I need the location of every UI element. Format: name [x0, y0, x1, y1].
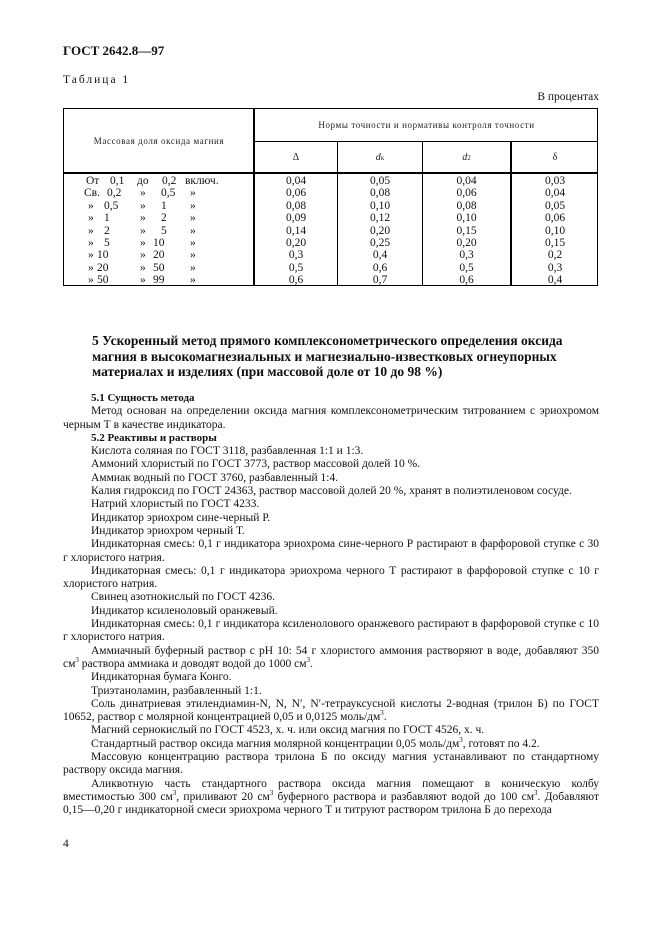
- reagent-item: Калия гидроксид по ГОСТ 24363, раствор массовой долей 20 %, хранят в полиэтиленовом сосуде.: [91, 485, 572, 498]
- range-suffix: »: [190, 187, 196, 200]
- reagent-item: Индикатор эриохром черный Т.: [91, 524, 245, 537]
- document-id: ГОСТ 2642.8—97: [63, 43, 165, 58]
- d2-column: [423, 175, 510, 287]
- range-prefix: »: [88, 212, 94, 225]
- range-to: 5: [161, 224, 167, 237]
- table-row: [64, 175, 254, 187]
- cell-dk: 0,25: [369, 236, 391, 249]
- table-row: [64, 200, 254, 212]
- range-to: 0,2: [162, 175, 177, 187]
- cell-d2: 0,04: [456, 175, 477, 187]
- text-fragment: буферного раствора и разбавляют водой до 100 см: [273, 790, 534, 803]
- text-fragment: Аликвотную часть стандартного раствора оксида магния помещают в коническую колбу вместимостью 300 см: [63, 777, 599, 803]
- table-row: [64, 212, 254, 224]
- cell-delta: 0,6: [288, 274, 304, 287]
- text-fragment: Аммиачный буферный раствор с pH 10: 54 г хлористого аммония растворяют в воде, добавляют 350 см: [63, 644, 599, 670]
- header-small-delta: [512, 142, 598, 173]
- cell-small-delta: 0,10: [544, 224, 566, 237]
- cell-small-delta: 0,06: [544, 212, 566, 225]
- range-mid: »: [140, 187, 146, 200]
- page-number: 4: [63, 838, 69, 850]
- range-from: 50: [97, 274, 109, 287]
- range-suffix: »: [190, 212, 196, 225]
- delta-column: [255, 175, 337, 287]
- range-mid: »: [140, 212, 146, 225]
- superscript: 3: [75, 656, 79, 665]
- range-mid: »: [140, 224, 146, 237]
- mass-concentration-paragraph: Массовую концентрацию раствора трилона Б по оксиду магния устанавливают по стандартному раствору оксида магния.: [63, 751, 599, 777]
- header-mass-fraction: Массовая доля оксида магния: [93, 136, 225, 146]
- small-delta-symbol: δ: [552, 152, 558, 163]
- delta-symbol: Δ: [292, 152, 300, 163]
- reagent-item: Индикаторная бумага Конго.: [91, 671, 232, 684]
- range-from: 1: [104, 212, 110, 225]
- reagent-item: Аммоний хлористый по ГОСТ 3773, раствор массовой долей 10 %.: [91, 458, 421, 471]
- superscript: 3: [459, 735, 463, 744]
- section-5-1-text: Метод основан на определении оксида магния комплексонометрическим титрованием с эриохромом черным Т в качестве индикатора.: [63, 405, 599, 431]
- superscript: 3: [172, 789, 177, 798]
- cell-delta: 0,08: [285, 199, 307, 212]
- range-to: 0,5: [161, 187, 176, 200]
- text-fragment: .: [383, 711, 387, 724]
- range-mid: »: [140, 199, 146, 212]
- range-prefix: »: [88, 199, 94, 212]
- cell-d2: 0,08: [456, 199, 477, 212]
- cell-small-delta: 0,04: [544, 187, 566, 200]
- text-fragment: , приливают 20 см: [176, 790, 270, 803]
- range-from: 10: [97, 249, 109, 262]
- cell-dk: 0,05: [369, 175, 391, 187]
- text-fragment: . Добавляют 0,15—0,20 г индикаторной смеси эриохрома черного Т и титруют раствором трилона Б до перехода: [63, 790, 599, 817]
- cell-delta: 0,09: [285, 212, 307, 225]
- cell-d2: 0,5: [459, 261, 474, 274]
- standard-solution-paragraph: [63, 735, 599, 751]
- range-prefix: »: [88, 224, 94, 237]
- range-suffix: »: [190, 261, 196, 274]
- range-suffix: »: [190, 249, 196, 262]
- superscript: 3: [269, 789, 274, 798]
- cell-delta: 0,14: [285, 224, 307, 237]
- range-mid: »: [140, 274, 146, 287]
- trilon-paragraph: [63, 698, 599, 725]
- cell-delta: 0,06: [285, 187, 307, 200]
- cell-small-delta: 0,3: [547, 261, 563, 274]
- section-5-body: [63, 392, 599, 818]
- range-from: 20: [97, 261, 109, 274]
- cell-dk: 0,12: [369, 212, 391, 225]
- range-suffix: »: [190, 236, 196, 249]
- range-prefix: »: [88, 236, 94, 249]
- cell-dk: 0,4: [372, 249, 388, 262]
- range-suffix: включ.: [185, 175, 219, 187]
- table-row: [64, 274, 254, 286]
- section-5-title: 5 Ускоренный метод прямого комплексонометрического определения оксида магния в высокомагнезиальных и магнезиально-известковых огнеупорных материалах и изделиях (при массовой доле от 10 до 98 %): [92, 333, 563, 379]
- cell-small-delta: 0,03: [544, 175, 566, 187]
- text-fragment: , готовят по 4.2.: [462, 737, 540, 750]
- range-prefix: »: [88, 261, 94, 274]
- range-mid: »: [140, 249, 146, 262]
- cell-small-delta: 0,15: [544, 236, 566, 249]
- cell-dk: 0,6: [372, 261, 388, 274]
- range-from: 0,2: [107, 187, 122, 200]
- accuracy-table: [63, 108, 598, 286]
- small-delta-column: [512, 175, 598, 287]
- buffer-solution-paragraph: [63, 645, 599, 672]
- table-units: В процентах: [537, 91, 599, 103]
- table-row: [64, 237, 254, 249]
- range-to: 50: [153, 261, 165, 274]
- header-accuracy-norms: Нормы точности и нормативы контроля точности: [318, 120, 535, 130]
- range-to: 1: [161, 199, 167, 212]
- cell-d2: 0,6: [459, 274, 474, 287]
- header-delta: [255, 142, 337, 173]
- cell-small-delta: 0,05: [544, 199, 566, 212]
- reagent-item: Индикатор эриохром сине-черный Р.: [91, 511, 271, 524]
- range-from: 0,5: [104, 199, 119, 212]
- reagent-item: Триэтаноламин, разбавленный 1:1.: [91, 684, 262, 697]
- text-fragment: .: [309, 657, 313, 670]
- table-row: [64, 249, 254, 261]
- cell-d2: 0,15: [456, 224, 477, 237]
- dk-symbol: d: [375, 152, 381, 163]
- reagent-item: Индикаторная смесь: 0,1 г индикатора ксиленолового оранжевого растирают в фарфоровой ступке с 10 г хлористого натрия.: [63, 618, 599, 644]
- text-fragment: Соль динатриевая этилендиамин-N, N, N′, N′-тетрауксусной кислоты 2-водная (трилон Б) по ГОСТ 10652, раствор с молярной концентрацией 0,05 и 0,0125 моль/дм: [63, 697, 599, 724]
- cell-small-delta: 0,2: [547, 249, 563, 262]
- range-to: 20: [153, 249, 165, 262]
- dk-subscript: к: [380, 153, 385, 162]
- text-fragment: раствора аммиака и доводят водой до 1000 см: [78, 657, 307, 670]
- text-fragment: Стандартный раствор оксида магния молярной концентрации 0,05 моль/дм: [91, 737, 460, 750]
- cell-delta: 0,04: [285, 175, 307, 187]
- range-suffix: »: [190, 224, 196, 237]
- reagent-item: Индикаторная смесь: 0,1 г индикатора эриохрома черного Т растирают в фарфоровой ступке с 10 г хлористого натрия.: [63, 564, 599, 591]
- range-to: 2: [161, 212, 167, 225]
- range-mid: »: [140, 236, 146, 249]
- cell-d2: 0,10: [456, 212, 477, 225]
- table-caption: Таблица 1: [63, 74, 131, 86]
- range-prefix: От: [86, 175, 100, 187]
- dk-column: [338, 175, 422, 287]
- reagent-item: Свинец азотнокислый по ГОСТ 4236.: [91, 591, 276, 604]
- superscript: 3: [533, 789, 538, 798]
- cell-dk: 0,7: [372, 274, 388, 287]
- reagent-item: Индикаторная смесь: 0,1 г индикатора эриохрома сине-черного Р растирают в фарфоровой ступке с 30 г хлористого натрия.: [63, 538, 599, 564]
- table-row: [64, 225, 254, 237]
- cell-dk: 0,10: [369, 199, 391, 212]
- cell-dk: 0,20: [369, 224, 391, 237]
- range-to: 99: [153, 274, 165, 287]
- range-prefix: »: [88, 274, 94, 287]
- cell-dk: 0,08: [369, 187, 391, 200]
- reagent-item: Магний сернокислый по ГОСТ 4523, х. ч. или оксид магния по ГОСТ 4526, х. ч.: [91, 724, 485, 737]
- range-from: 5: [104, 236, 110, 249]
- reagent-item: Аммиак водный по ГОСТ 3760, разбавленный 1:4.: [91, 471, 339, 484]
- cell-delta: 0,3: [288, 249, 304, 262]
- cell-d2: 0,06: [456, 187, 477, 200]
- reagent-item: Индикатор ксиленоловый оранжевый.: [91, 604, 278, 617]
- section-5-2-heading: 5.2 Реактивы и растворы: [91, 431, 217, 444]
- cell-delta: 0,20: [285, 236, 307, 249]
- table-row: [64, 187, 254, 199]
- header-dk: [338, 142, 422, 173]
- range-prefix: »: [88, 249, 94, 262]
- cell-d2: 0,3: [459, 249, 474, 262]
- reagent-item: Кислота соляная по ГОСТ 3118, разбавленная 1:1 и 1:3.: [91, 445, 364, 458]
- reagent-item: Натрий хлористый по ГОСТ 4233.: [91, 498, 260, 511]
- range-mid: до: [137, 175, 149, 187]
- mass-fraction-column: [64, 175, 254, 287]
- header-d2: [423, 142, 510, 173]
- range-prefix: Св.: [84, 187, 100, 200]
- superscript: 3: [380, 709, 384, 718]
- range-from: 0,1: [110, 175, 125, 187]
- cell-d2: 0,20: [456, 236, 477, 249]
- range-suffix: »: [190, 199, 196, 212]
- superscript: 3: [306, 656, 310, 665]
- range-suffix: »: [190, 274, 196, 287]
- table-row: [64, 262, 254, 274]
- cell-delta: 0,5: [288, 261, 304, 274]
- d2-symbol: d: [462, 152, 468, 163]
- range-to: 10: [153, 236, 165, 249]
- section-5-1-heading: 5.1 Сущность метода: [91, 392, 195, 404]
- cell-small-delta: 0,4: [547, 274, 563, 287]
- d2-subscript: 2: [467, 153, 471, 162]
- aliquot-paragraph: [63, 778, 599, 818]
- range-from: 2: [104, 224, 110, 237]
- range-mid: »: [140, 261, 146, 274]
